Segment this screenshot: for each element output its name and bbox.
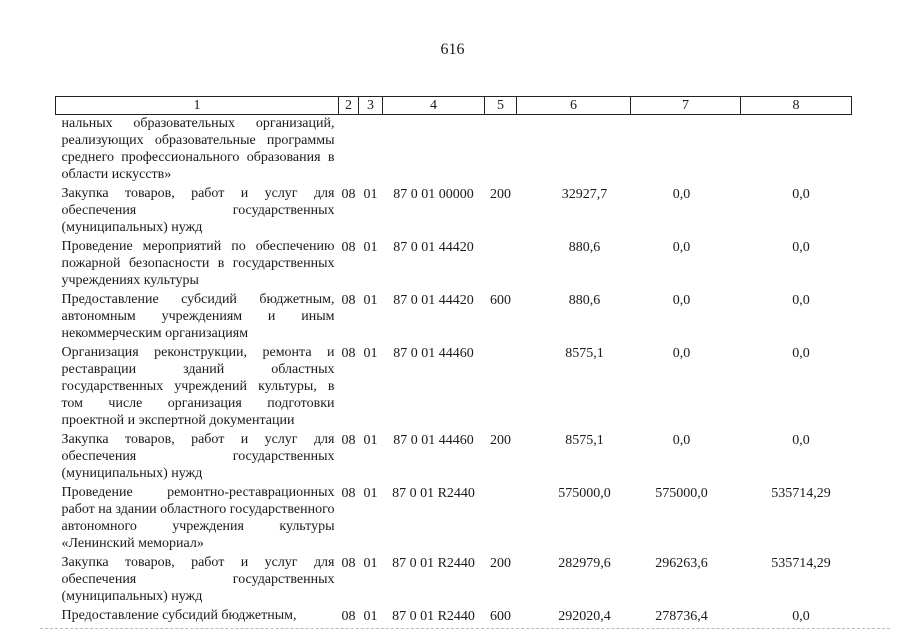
cell-section: 08 [341,609,356,624]
cell-subsection: 01 [363,187,378,202]
budget-table [55,96,852,625]
cell-amount-6: 282979,6 [558,556,611,571]
cell-subsection: 01 [363,609,378,624]
cell-subsection [359,115,383,186]
cell-amount-8: 535714,29 [771,556,831,571]
scan-edge-divider [40,628,890,630]
cell-expense-type: 200 [490,556,511,571]
cell-section: 08 [341,240,356,255]
column-header: 7 [631,97,741,115]
row-description: Закупка товаров, работ и услуг для обеспечения государственных (муниципальных) нужд [61,186,335,235]
cell-section: 08 [341,187,356,202]
cell-target-article: 87 0 01 00000 [393,187,474,202]
column-header: 4 [383,97,485,115]
cell-expense-type: 600 [490,293,511,308]
cell-subsection: 01 [363,346,378,361]
cell-amount-7 [631,115,741,186]
cell-amount-6: 8575,1 [565,346,604,361]
table-row [56,344,852,431]
table-row [56,484,852,554]
table-row [56,607,852,625]
row-description: Проведение ремонтно-реставрационных работ на здании областного государственного автономного учреждения культуры «Ленинский мемориал» [61,485,335,551]
cell-subsection: 01 [363,240,378,255]
row-description: Проведение мероприятий по обеспечению пожарной безопасности в государственных учреждениях культуры [61,239,335,288]
cell-expense-type [485,238,517,291]
column-header: 1 [56,97,339,115]
cell-target-article: 87 0 01 R2440 [392,609,475,624]
row-description: Предоставление субсидий бюджетным, автономным учреждениям и иным некоммерческим организациям [61,292,335,341]
cell-amount-8: 535714,29 [771,486,831,501]
cell-target-article: 87 0 01 R2440 [392,556,475,571]
cell-amount-6: 292020,4 [558,609,611,624]
cell-section: 08 [341,346,356,361]
row-description: Закупка товаров, работ и услуг для обеспечения государственных (муниципальных) нужд [61,432,335,481]
cell-subsection: 01 [363,293,378,308]
cell-amount-6: 880,6 [568,240,601,255]
cell-target-article: 87 0 01 44460 [393,346,474,361]
cell-target-article: 87 0 01 R2440 [392,486,475,501]
cell-target-article: 87 0 01 44420 [393,293,474,308]
cell-target-article: 87 0 01 44420 [393,240,474,255]
cell-amount-8: 0,0 [792,433,810,448]
row-description: Предоставление субсидий бюджетным, [61,608,297,623]
cell-amount-8: 0,0 [792,187,810,202]
cell-amount-6 [517,115,631,186]
cell-amount-6: 880,6 [568,293,601,308]
cell-section: 08 [341,556,356,571]
cell-subsection: 01 [363,556,378,571]
cell-amount-7: 0,0 [672,187,691,202]
table-row [56,115,852,186]
table-row [56,238,852,291]
cell-expense-type [485,115,517,186]
cell-amount-7: 0,0 [672,293,691,308]
cell-amount-6: 32927,7 [561,187,608,202]
cell-amount-6: 8575,1 [565,433,604,448]
cell-target-article: 87 0 01 44460 [393,433,474,448]
page-number: 616 [440,41,465,58]
table-row [56,431,852,484]
cell-section [339,115,359,186]
cell-amount-7: 296263,6 [655,556,708,571]
cell-expense-type: 200 [490,187,511,202]
cell-subsection: 01 [363,433,378,448]
cell-expense-type: 200 [490,433,511,448]
cell-amount-8: 0,0 [792,609,810,624]
cell-amount-8: 0,0 [792,293,810,308]
header-row [56,97,852,115]
cell-target-article [383,115,485,186]
cell-amount-7: 0,0 [672,240,691,255]
cell-amount-7: 278736,4 [655,609,708,624]
cell-expense-type: 600 [490,609,511,624]
cell-expense-type [485,484,517,554]
cell-expense-type [485,344,517,431]
table-row [56,554,852,607]
cell-amount-8: 0,0 [792,240,810,255]
cell-amount-8 [741,115,852,186]
cell-section: 08 [341,293,356,308]
row-description: Организация реконструкции, ремонта и реставрации зданий областных государственных учреждений культуры, в том числе организация подготовки проектной и экспертной документации [61,345,335,428]
row-description: Закупка товаров, работ и услуг для обеспечения государственных (муниципальных) нужд [61,555,335,604]
cell-amount-7: 0,0 [672,433,691,448]
cell-amount-6: 575000,0 [558,486,611,501]
cell-amount-8: 0,0 [792,346,810,361]
cell-subsection: 01 [363,486,378,501]
cell-amount-7: 575000,0 [655,486,708,501]
row-description: нальных образовательных организаций, реализующих образовательные программы среднего профессионального образования в области искусств» [61,116,335,182]
column-header: 8 [741,97,852,115]
column-header: 6 [517,97,631,115]
cell-section: 08 [341,486,356,501]
column-header: 3 [359,97,383,115]
column-header: 5 [485,97,517,115]
cell-amount-7: 0,0 [672,346,691,361]
table-row [56,291,852,344]
cell-section: 08 [341,433,356,448]
table-row [56,185,852,238]
column-header: 2 [339,97,359,115]
